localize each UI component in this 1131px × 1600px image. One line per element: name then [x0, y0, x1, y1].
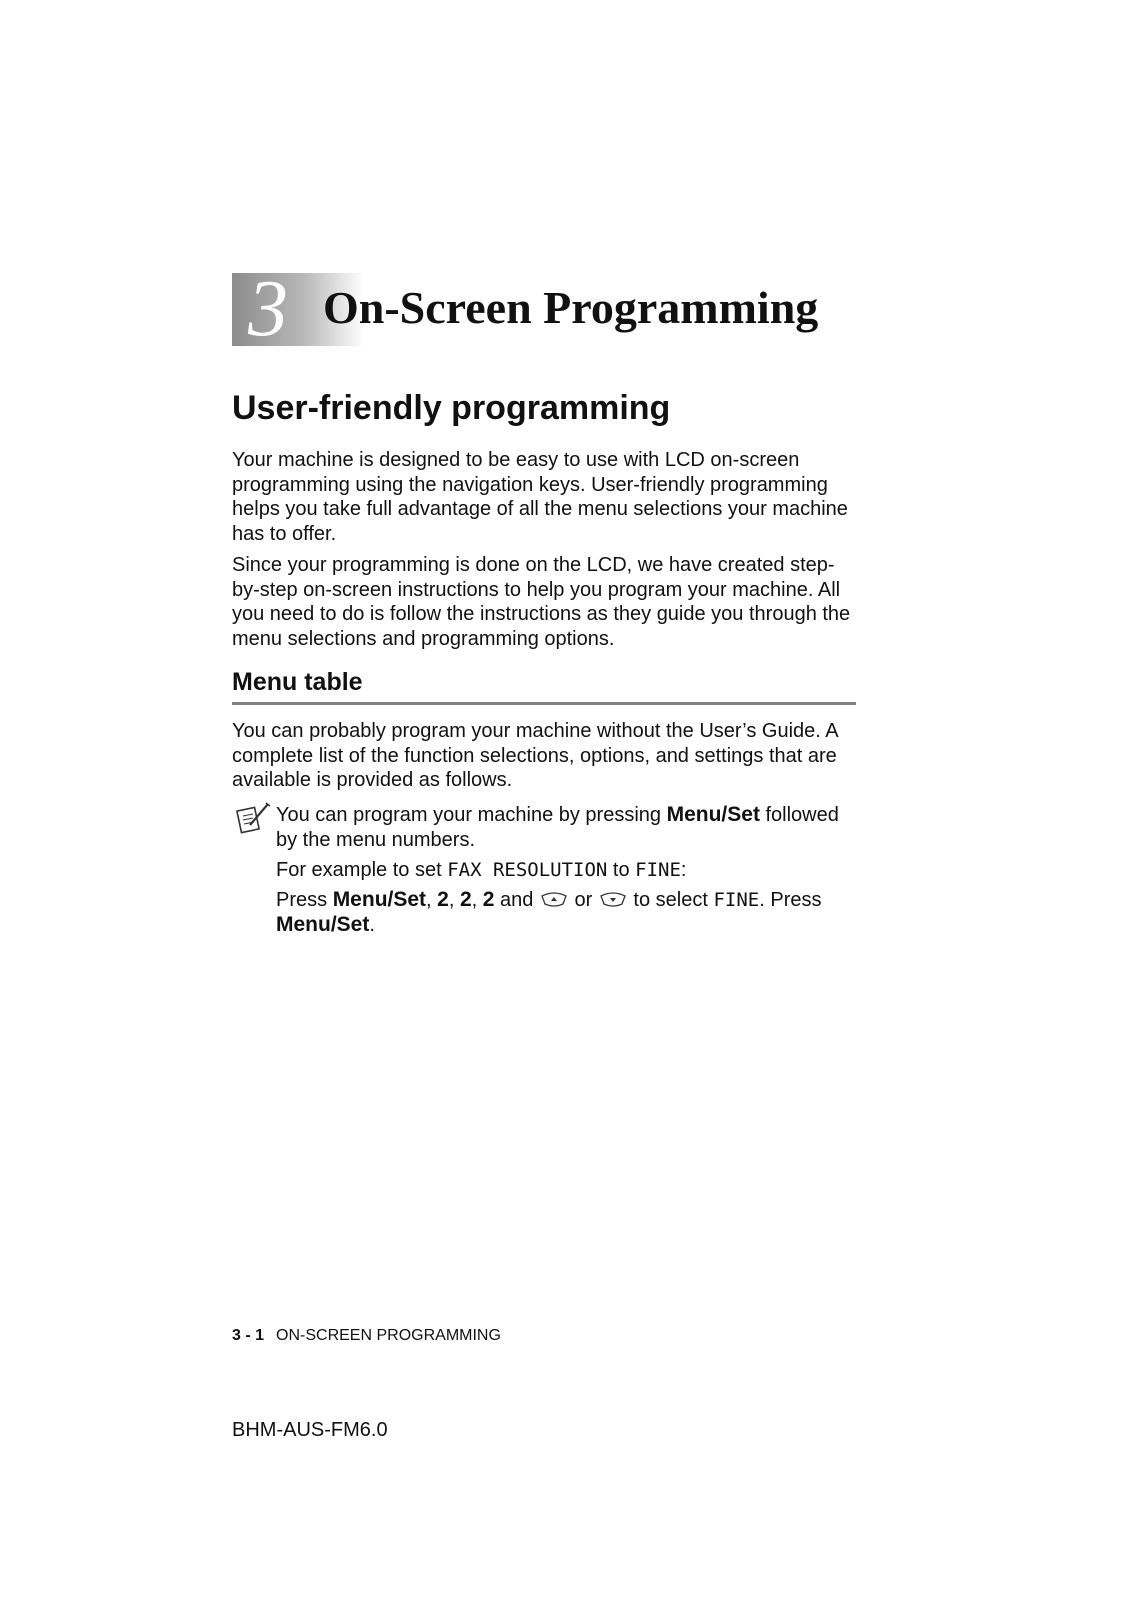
- note-final-line: Menu/Set.: [276, 913, 375, 936]
- menu-set-key: Menu/Set: [666, 803, 760, 826]
- document-code: BHM-AUS-FM6.0: [232, 1419, 388, 1441]
- chapter-title: On-Screen Programming: [323, 282, 819, 333]
- heading-rule: [232, 702, 856, 705]
- section-heading: User-friendly programming: [232, 389, 671, 427]
- note-line-2: by the menu numbers.: [276, 829, 475, 851]
- intro-paragraph-1: Your machine is designed to be easy to use with LCD on-screen programming using the navigation keys. User-friendly programming helps you take full advantage of all the menu selections your machine has to offer.: [232, 449, 848, 545]
- intro-paragraph-2: Since your programming is done on the LCD, we have created step-by-step on-screen instructions to help you program your machine. All you need to do is follow the instructions as they guide you through the menu selections and programming options.: [232, 554, 851, 650]
- note-example-line: For example to set FAX RESOLUTION to FINE:: [276, 859, 687, 881]
- note-press-line: Press Menu/Set, 2, 2, 2 and or to select FINE. Press: [276, 888, 822, 911]
- setting-name: FAX RESOLUTION: [447, 859, 608, 881]
- setting-value: FINE: [635, 859, 681, 881]
- note-line-1: You can program your machine by pressing Menu/Set followed: [276, 803, 839, 826]
- note-pencil-icon: [236, 801, 272, 835]
- chapter-number: 3: [248, 265, 288, 353]
- subsection-heading: Menu table: [232, 668, 363, 696]
- footer-chapter-label: ON-SCREEN PROGRAMMING: [276, 1327, 501, 1344]
- page-footer: [232, 1326, 501, 1346]
- nav-down-icon: [598, 891, 628, 909]
- menu-table-paragraph: You can probably program your machine without the User’s Guide. A complete list of the function selections, options, and settings that are available is provided as follows.: [232, 720, 838, 791]
- page-number: 3 - 1: [232, 1327, 265, 1344]
- nav-up-icon: [539, 891, 569, 909]
